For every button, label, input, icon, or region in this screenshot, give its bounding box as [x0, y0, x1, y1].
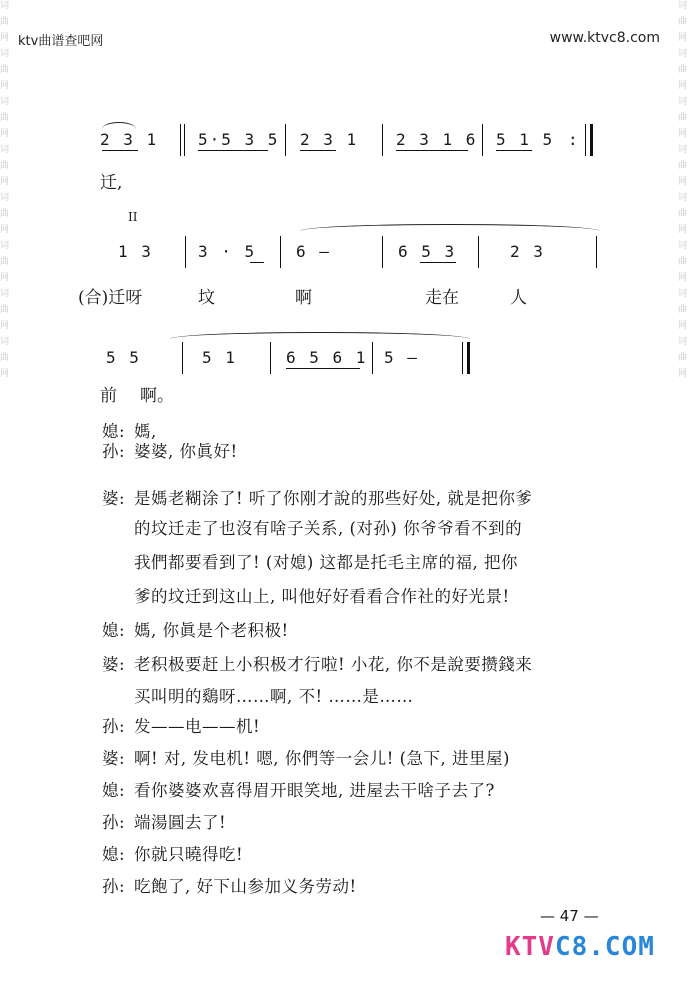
edge-mark: 词: [0, 193, 10, 203]
slur: [102, 122, 136, 129]
edge-mark: 词: [0, 145, 10, 155]
edge-mark: 曲: [678, 65, 688, 75]
line-text: 我們都要看到了! (对媳) 这都是托毛主席的福, 把你: [134, 553, 518, 572]
dialogue-line: [102, 841, 243, 865]
edge-mark: 词: [678, 337, 688, 347]
measure-4: 2 3 1 6: [396, 130, 478, 149]
edge-mark: 网: [0, 273, 10, 283]
dialogue-line: [102, 745, 510, 769]
underline: [250, 262, 264, 263]
dialogue-line: [102, 549, 518, 573]
barline: [462, 342, 463, 374]
edge-mark: 网: [0, 177, 10, 187]
edge-mark: 词: [0, 289, 10, 299]
edge-mark: 网: [678, 33, 688, 43]
watermark-part-a: KTV: [505, 932, 555, 962]
underline: [286, 368, 360, 369]
lyric-row-2-3: 啊: [295, 288, 312, 308]
edge-mark: 网: [0, 321, 10, 331]
line-text: 你就只曉得吃!: [134, 845, 244, 864]
dialogue-line: [102, 438, 238, 462]
lyric-row-2-4: 走在: [425, 288, 459, 308]
edge-mark: 曲: [0, 65, 10, 75]
barline: [180, 124, 181, 156]
measure-2: 3 · 5: [198, 242, 257, 261]
edge-mark: 网: [678, 225, 688, 235]
edge-mark: 曲: [678, 17, 688, 27]
edge-mark: 词: [0, 97, 10, 107]
underline: [300, 150, 336, 151]
measure-5: 5 1 5: [496, 130, 555, 149]
edge-mark: 曲: [0, 209, 10, 219]
edge-mark: 网: [678, 321, 688, 331]
dialogue-line: [102, 617, 289, 641]
dialogue-line: [102, 515, 522, 539]
edge-mark: 网: [678, 273, 688, 283]
edge-mark: 词: [678, 145, 688, 155]
edge-mark: 曲: [0, 113, 10, 123]
speaker: 媳:: [102, 422, 126, 441]
edge-mark: 词: [0, 337, 10, 347]
edge-mark: 网: [678, 129, 688, 139]
barline: [382, 236, 383, 268]
lyric-row-2-2: 坟: [198, 288, 215, 308]
edge-mark: 网: [0, 33, 10, 43]
speaker: 婆:: [102, 655, 126, 674]
line-text: 发——电——机!: [134, 717, 261, 736]
speaker: 媳:: [102, 781, 126, 800]
score-row-1: [100, 120, 602, 160]
lyric-row-1: 迁,: [100, 173, 123, 193]
edge-mark: 曲: [678, 305, 688, 315]
edge-mark: 词: [0, 1, 10, 11]
barline: [270, 342, 271, 374]
slur: [300, 224, 600, 231]
dialogue-line: [102, 713, 260, 737]
edge-mark: 曲: [678, 353, 688, 363]
final-barline: [467, 342, 470, 374]
edge-mark: 词: [678, 97, 688, 107]
barline: [482, 124, 483, 156]
watermark-logo: [505, 932, 655, 962]
underline: [198, 150, 268, 151]
edge-mark: 词: [678, 49, 688, 59]
edge-mark: 网: [0, 81, 10, 91]
edge-marks-left: [0, 0, 12, 384]
edge-mark: 曲: [678, 257, 688, 267]
lyric-row-2-5: 人: [510, 288, 527, 308]
edge-mark: 曲: [0, 257, 10, 267]
final-barline: [590, 124, 593, 156]
site-name-left: ktv曲谱查吧网: [18, 34, 104, 49]
edge-mark: 曲: [678, 209, 688, 219]
speaker: 婆:: [102, 489, 126, 508]
edge-mark: 词: [0, 241, 10, 251]
dialogue-line: [102, 683, 413, 707]
barline: [280, 236, 281, 268]
measure-5: 2 3: [510, 242, 545, 261]
section-mark: II: [128, 210, 138, 224]
edge-mark: 曲: [678, 113, 688, 123]
edge-mark: 词: [0, 49, 10, 59]
edge-mark: 词: [678, 193, 688, 203]
speaker: 媳:: [102, 621, 126, 640]
edge-marks-right: [678, 0, 690, 384]
measure-3: 2 3 1: [300, 130, 359, 149]
underline: [420, 262, 456, 263]
barline: [184, 124, 185, 156]
edge-mark: 曲: [678, 161, 688, 171]
line-text: 端湯圓去了!: [134, 813, 227, 832]
barline: [596, 236, 597, 268]
edge-mark: 词: [678, 289, 688, 299]
line-text: 是媽老糊涂了! 听了你刚才說的那些好处, 就是把你爹: [134, 489, 533, 508]
speaker: 孙:: [102, 442, 126, 461]
line-text: 啊! 对, 发电机! 嗯, 你們等一会儿! (急下, 进里屋): [134, 749, 510, 768]
line-text: 爹的坟迁到这山上, 叫他好好看看合作社的好光景!: [134, 587, 510, 606]
edge-mark: 曲: [0, 353, 10, 363]
edge-mark: 网: [0, 225, 10, 235]
line-text: 婆婆, 你眞好!: [134, 442, 238, 461]
edge-mark: 网: [678, 177, 688, 187]
barline: [478, 236, 479, 268]
edge-mark: 网: [678, 369, 688, 379]
edge-mark: 网: [0, 369, 10, 379]
dialogue-line: [102, 583, 510, 607]
measure-3: 6 5 6 1: [286, 348, 368, 367]
edge-mark: 曲: [0, 161, 10, 171]
site-url-right[interactable]: www.ktvc8.com: [549, 30, 660, 46]
barline: [382, 124, 383, 156]
speaker: 孙:: [102, 717, 126, 736]
lyric-row-3-2: 啊。: [140, 386, 174, 406]
line-text: 媽, 你眞是个老积极!: [134, 621, 289, 640]
lyric-row-2-1: (合)迁呀: [78, 288, 143, 308]
barline: [285, 124, 286, 156]
measure-2: 5·5 3 5: [198, 130, 280, 149]
underline: [396, 150, 468, 151]
edge-mark: 曲: [0, 305, 10, 315]
dialogue-line: [102, 809, 226, 833]
page-number: — 47 —: [540, 907, 599, 925]
barline: [372, 342, 373, 374]
line-text: 媽,: [134, 422, 157, 441]
slur: [170, 332, 470, 339]
dialogue-line: [102, 873, 357, 897]
barline: [182, 342, 183, 374]
lyric-row-3-1: 前: [100, 386, 117, 406]
speaker: 媳:: [102, 845, 126, 864]
edge-mark: 词: [678, 1, 688, 11]
edge-mark: 词: [678, 241, 688, 251]
measure-1: 1 3: [118, 242, 153, 261]
line-text: 吃飽了, 好下山参加义务劳动!: [134, 877, 357, 896]
line-text: 看你婆婆欢喜得眉开眼笑地, 进屋去干啥子去了?: [134, 781, 495, 800]
dialogue-line: [102, 485, 532, 509]
watermark-part-b: C8.COM: [554, 932, 655, 962]
dialogue-line: [102, 777, 495, 801]
underline: [496, 150, 532, 151]
measure-4: 6 5 3: [398, 242, 457, 261]
line-text: 的坟迁走了也沒有啥子关系, (对孙) 你爷爷看不到的: [134, 519, 523, 538]
repeat-sign: :: [568, 130, 580, 149]
barline: [185, 236, 186, 268]
measure-4: 5 —: [384, 348, 419, 367]
measure-1: 5 5: [106, 348, 141, 367]
speaker: 孙:: [102, 813, 126, 832]
edge-mark: 曲: [0, 17, 10, 27]
speaker: 婆:: [102, 749, 126, 768]
speaker: 孙:: [102, 877, 126, 896]
edge-mark: 网: [678, 81, 688, 91]
line-text: 老积极要赶上小积极才行啦! 小花, 你不是說要攒錢来: [134, 655, 533, 674]
measure-3: 6 —: [296, 242, 331, 261]
barline: [585, 124, 586, 156]
measure-2: 5 1: [202, 348, 237, 367]
score-row-3: [100, 338, 602, 378]
score-row-2: [100, 232, 602, 272]
line-text: 买叫明的鷄呀……啊, 不! ……是……: [134, 687, 414, 706]
measure-1: 2 3 1: [100, 130, 159, 149]
underline: [102, 150, 138, 151]
edge-mark: 网: [0, 129, 10, 139]
dialogue-line: [102, 651, 532, 675]
